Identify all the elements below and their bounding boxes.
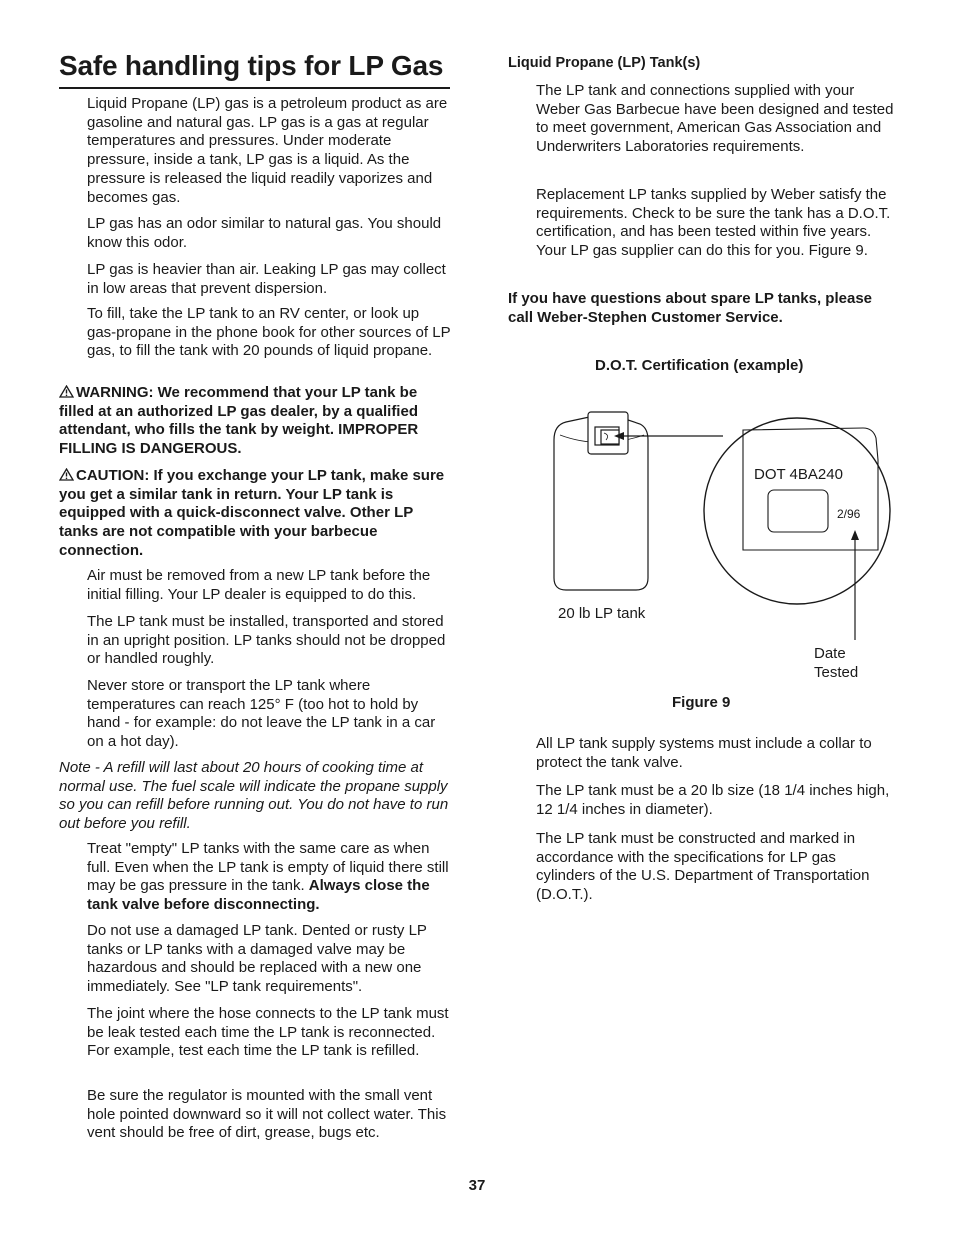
figure-label: Figure 9: [672, 694, 731, 711]
empty-tanks-text: Treat "empty" LP tanks with the same care as when full. Even when the LP tank is empty of liquid there still may be gas pressure in the tank.: [87, 840, 449, 895]
page-title: Safe handling tips for LP Gas: [59, 50, 444, 81]
title-rule: [59, 87, 450, 89]
figure-caption-top: D.O.T. Certification (example): [595, 357, 804, 374]
paragraph-lp-intro: Liquid Propane (LP) gas is a petroleum product as are gasoline and natural gas. LP gas is a gas at regular temperatures and pressures. Under moderate pressure, inside a tank, LP gas is a liquid. As the pressure is released the liquid readily vaporizes and becomes gas.: [87, 95, 448, 206]
paragraph-never-store: Never store or transport the LP tank where temperatures can reach 125° F (too hot to hold by hand - for example: do not leave the LP tank in a car on a hot day).: [87, 677, 436, 751]
paragraph-collar: All LP tank supply systems must include a collar to protect the tank valve.: [536, 735, 872, 771]
paragraph-tank-size: The LP tank must be a 20 lb size (18 1/4 inches high, 12 1/4 inches in diameter).: [536, 782, 890, 818]
paragraph-empty-tanks: [87, 840, 451, 915]
empty-tanks-bold-text: Always close the tank valve before disconnecting.: [87, 877, 430, 914]
warning-triangle-icon: [59, 385, 74, 398]
date-tested-label: Date Tested: [814, 645, 859, 681]
paragraph-dot-spec: The LP tank must be constructed and marked in accordance with the specifications for LP gas cylinders of the U.S. Department of Transportation (D.O.T.).: [536, 830, 870, 904]
paragraph-air: Air must be removed from a new LP tank before the initial filling. Your LP dealer is equipped to do this.: [87, 567, 431, 603]
section-heading: Liquid Propane (LP) Tank(s): [508, 55, 701, 71]
dot-certification-figure: [548, 400, 918, 665]
paragraph-to-fill: To fill, take the LP tank to an RV center, or look up gas-propane in the phone book for other sources of LP gas, to fill the tank with 20 pounds of liquid propane.: [87, 305, 451, 360]
paragraph-leak-test: The joint where the hose connects to the LP tank must be leak tested each time the LP tank is reconnected. For example, test each time the LP tank is refilled.: [87, 1005, 449, 1060]
date-code-label: 2/96: [837, 507, 861, 521]
warning-paragraph: [59, 384, 451, 459]
lp-tank-illustration: [554, 412, 648, 590]
warning-text: WARNING: We recommend that your LP tank be filled at an authorized LP gas dealer, by a qualified attendant, who fills the tank by weight. IMPROPER FILLING IS DANGEROUS.: [59, 384, 419, 458]
caution-paragraph: [59, 467, 451, 561]
tank-label: 20 lb LP tank: [558, 605, 646, 622]
paragraph-upright: The LP tank must be installed, transported and stored in an upright position. LP tanks should not be dropped or handled roughly.: [87, 613, 446, 668]
paragraph-heavier: LP gas is heavier than air. Leaking LP gas may collect in low areas that prevent dispersion.: [87, 261, 446, 297]
paragraph-regulator: Be sure the regulator is mounted with the small vent hole pointed downward so it will not collect water. This vent should be free of dirt, grease, bugs etc.: [87, 1087, 447, 1142]
questions-paragraph: If you have questions about spare LP tanks, please call Weber-Stephen Customer Service.: [508, 290, 872, 326]
note-paragraph: Note - A refill will last about 20 hours of cooking time at normal use. The fuel scale will indicate the propane supply so you can refill before running out. You do not have to run out before you refill.: [59, 759, 449, 833]
caution-text: CAUTION: If you exchange your LP tank, make sure you get a similar tank in return. Your LP tank is equipped with a quick-disconnect valve. Other LP tanks are not compatible with your barbecue connection.: [59, 467, 445, 559]
caution-triangle-icon: [59, 468, 74, 481]
page-number: 37: [468, 1177, 486, 1194]
paragraph-damaged-tank: Do not use a damaged LP tank. Dented or rusty LP tanks or LP tanks with a damaged valve may be hazardous and should be replaced with a new one immediately. See "LP tank requirements".: [87, 922, 427, 996]
paragraph-tank-connections: The LP tank and connections supplied with your Weber Gas Barbecue have been designed and tested to meet government, American Gas Association and Underwriters Laboratories requirements.: [536, 82, 894, 156]
paragraph-replacement: Replacement LP tanks supplied by Weber satisfy the requirements. Check to be sure the tank has a D.O.T. certification, and has been tested within five years. Your LP gas supplier can do this for you. Figure 9.: [536, 186, 891, 260]
dot-code-label: DOT 4BA240: [754, 466, 843, 483]
paragraph-odor: LP gas has an odor similar to natural gas. You should know this odor.: [87, 215, 442, 251]
